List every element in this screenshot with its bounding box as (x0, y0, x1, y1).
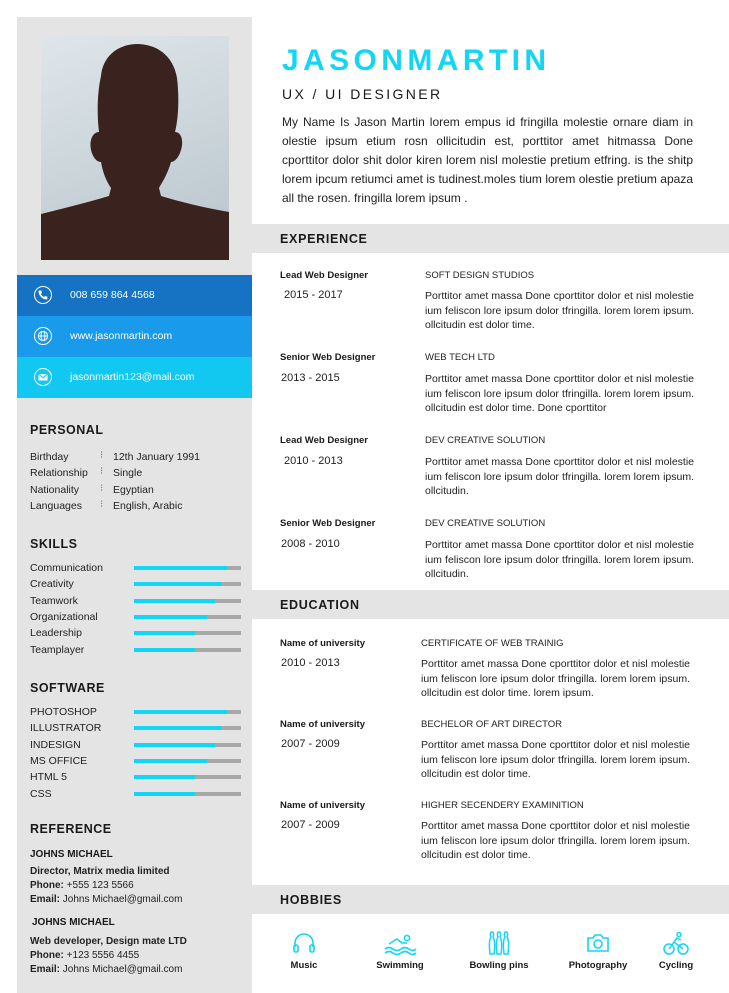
hobby-label: Swimming (376, 960, 424, 971)
personal-value: 12th January 1991 (113, 451, 200, 463)
skill-bar-fill (134, 566, 227, 570)
contact-phone-text: 008 659 864 4568 (70, 289, 155, 301)
experience-years: 2008 - 2010 (281, 538, 340, 550)
skill-name: Leadership (30, 627, 82, 639)
experience-band (252, 224, 729, 253)
experience-role: Lead Web Designer (280, 435, 368, 446)
experience-description: Porttitor amet massa Done cporttitor dolor et nisl molestie ium feliscon lore ipsum dolor tfringilla. lorem lorem ipsum. ollcitudin. (425, 539, 694, 580)
phone-icon (34, 286, 52, 304)
skill-bar-fill (134, 582, 221, 586)
experience-company: DEV CREATIVE SOLUTION (425, 518, 546, 529)
experience-company: DEV CREATIVE SOLUTION (425, 435, 546, 446)
skill-bar (134, 599, 241, 603)
software-bar-fill (134, 775, 195, 779)
hobbies-title: HOBBIES (280, 893, 342, 907)
skill-bar (134, 648, 241, 652)
skill-bar (134, 631, 241, 635)
hobby-swimming (365, 930, 435, 971)
education-degree: HIGHER SECENDERY EXAMINITION (421, 800, 584, 811)
skill-bar-fill (134, 615, 207, 619)
software-name: ILLUSTRATOR (30, 722, 102, 734)
cyclist-icon (662, 930, 690, 956)
hobby-label: Music (290, 960, 318, 971)
skills-title: SKILLS (30, 537, 78, 551)
software-bar-fill (134, 759, 207, 763)
education-degree: CERTIFICATE OF WEB TRAINIG (421, 638, 564, 649)
personal-label: Nationality (30, 484, 80, 496)
software-bar (134, 726, 241, 730)
intro-paragraph: My Name Is Jason Martin lorem empus id fringilla molestie ornare diam in olestie ipsum etium rosn ollicitudin est, porttitor amet hitmassa Done cporttitor dolor shit dolor kiren lorem nisl molestie pretium etfring. is the shitp lorem ipcum retiumci amet is tudinest.moles tium lorem olestie pretium apaza all the rosen. fringilla lorem ipsum . (282, 115, 693, 205)
software-bar (134, 775, 241, 779)
software-bar-fill (134, 726, 221, 730)
software-name: INDESIGN (30, 739, 81, 751)
experience-role: Senior Web Designer (280, 352, 376, 363)
contact-email-text: jasonmartin123@mail.com (70, 371, 195, 383)
hobby-cycling (641, 930, 711, 971)
software-bar (134, 743, 241, 747)
experience-years: 2013 - 2015 (281, 372, 340, 384)
reference-title: REFERENCE (30, 822, 112, 836)
swimmer-icon (383, 930, 417, 956)
hobbies-band (252, 885, 729, 914)
camera-icon (585, 930, 611, 956)
skill-name: Teamplayer (30, 644, 85, 656)
skill-bar-fill (134, 599, 215, 603)
experience-description: Porttitor amet massa Done cporttitor dolor et nisl molestie ium feliscon lore ipsum dolor tfringilla. lorem lorem ipsum. ollcitudin est dolor time. Done cporttitor (425, 373, 694, 414)
software-bar (134, 792, 241, 796)
experience-role: Lead Web Designer (280, 270, 368, 281)
skill-name: Teamwork (30, 595, 78, 607)
personal-label: Birthday (30, 451, 69, 463)
contact-website[interactable] (17, 316, 252, 357)
hobby-music (269, 930, 339, 971)
profile-photo (41, 36, 229, 260)
personal-value: English, Arabic (113, 500, 183, 512)
candidate-name: JASONMARTIN (282, 44, 551, 77)
skill-bar (134, 582, 241, 586)
software-name: CSS (30, 788, 52, 800)
education-band (252, 590, 729, 619)
software-bar-fill (134, 710, 227, 714)
person-silhouette-icon (41, 36, 229, 260)
personal-label: Languages (30, 500, 82, 512)
contact-email[interactable] (17, 357, 252, 398)
software-bar (134, 710, 241, 714)
mail-icon (34, 368, 52, 386)
personal-value: Egyptian (113, 484, 154, 496)
hobby-bowling (464, 930, 534, 971)
personal-label: Relationship (30, 467, 88, 479)
hobby-label: Cycling (658, 960, 694, 971)
experience-description: Porttitor amet massa Done cporttitor dolor et nisl molestie ium feliscon lore ipsum dolor tfringilla. lorem lorem ipsum. ollcitudin est dolor time. (425, 290, 694, 331)
reference-position: Web developer, Design mate LTD (30, 936, 187, 947)
hobby-label: Photography (568, 960, 628, 971)
skill-name: Creativity (30, 578, 74, 590)
personal-colon: ⁝ (100, 499, 104, 510)
education-degree: BECHELOR OF ART DIRECTOR (421, 719, 562, 730)
globe-icon (34, 327, 52, 345)
software-bar (134, 759, 241, 763)
experience-company: SOFT DESIGN STUDIOS (425, 270, 535, 281)
software-name: MS OFFICE (30, 755, 88, 767)
personal-title: PERSONAL (30, 423, 104, 437)
software-bar-fill (134, 792, 195, 796)
education-description: Porttitor amet massa Done cporttitor dolor et nisl molestie ium feliscon lore ipsum dolor tfringilla. lorem lorem ipsum. ollcitudin est dolor time. (421, 739, 690, 780)
experience-company: WEB TECH LTD (425, 352, 495, 363)
reference-email[interactable]: Email: Johns Michael@gmail.com (30, 894, 183, 905)
education-school: Name of university (280, 719, 365, 730)
candidate-role: UX / UI DESIGNER (282, 86, 443, 102)
reference-position: Director, Matrix media limited (30, 866, 170, 877)
personal-colon: ⁝ (100, 450, 104, 461)
reference-phone: Phone: +555 123 5566 (30, 880, 134, 891)
skill-bar-fill (134, 631, 195, 635)
education-title: EDUCATION (280, 598, 360, 612)
education-description: Porttitor amet massa Done cporttitor dolor et nisl molestie ium feliscon lore ipsum dolor tfringilla. lorem lorem ipsum. ollcitudin est dolor time. lorem ipsum. (421, 658, 690, 699)
education-years: 2007 - 2009 (281, 738, 340, 750)
reference-name: JOHNS MICHAEL (30, 849, 113, 860)
reference-email[interactable]: Email: Johns Michael@gmail.com (30, 964, 183, 975)
hobby-photography (563, 930, 633, 971)
personal-colon: ⁝ (100, 483, 104, 494)
education-description: Porttitor amet massa Done cporttitor dolor et nisl molestie ium feliscon lore ipsum dolor tfringilla. lorem lorem ipsum. ollcitudin est dolor time. (421, 820, 690, 861)
skill-bar-fill (134, 648, 195, 652)
reference-name: JOHNS MICHAEL (32, 917, 115, 928)
experience-role: Senior Web Designer (280, 518, 376, 529)
sidebar (17, 17, 252, 993)
education-school: Name of university (280, 638, 365, 649)
personal-value: Single (113, 467, 143, 479)
skill-bar (134, 615, 241, 619)
experience-description: Porttitor amet massa Done cporttitor dolor et nisl molestie ium feliscon lore ipsum dolor tfringilla. lorem lorem ipsum. ollcitudin. (425, 456, 694, 497)
software-title: SOFTWARE (30, 681, 105, 695)
software-name: PHOTOSHOP (30, 706, 97, 718)
experience-years: 2015 - 2017 (284, 289, 343, 301)
software-name: HTML 5 (30, 771, 67, 783)
bowling-pins-icon (485, 930, 513, 956)
skill-name: Organizational (30, 611, 98, 623)
reference-phone: Phone: +123 5556 4455 (30, 950, 140, 961)
contact-phone[interactable] (17, 275, 252, 316)
hobby-label: Bowling pins (469, 960, 529, 971)
contact-website-text: www.jasonmartin.com (70, 330, 173, 342)
experience-years: 2010 - 2013 (284, 455, 343, 467)
software-bar-fill (134, 743, 215, 747)
education-years: 2010 - 2013 (281, 657, 340, 669)
headphones-icon (291, 930, 317, 956)
skill-name: Communication (30, 562, 103, 574)
experience-title: EXPERIENCE (280, 232, 368, 246)
skill-bar (134, 566, 241, 570)
education-years: 2007 - 2009 (281, 819, 340, 831)
personal-colon: ⁝ (100, 466, 104, 477)
education-school: Name of university (280, 800, 365, 811)
